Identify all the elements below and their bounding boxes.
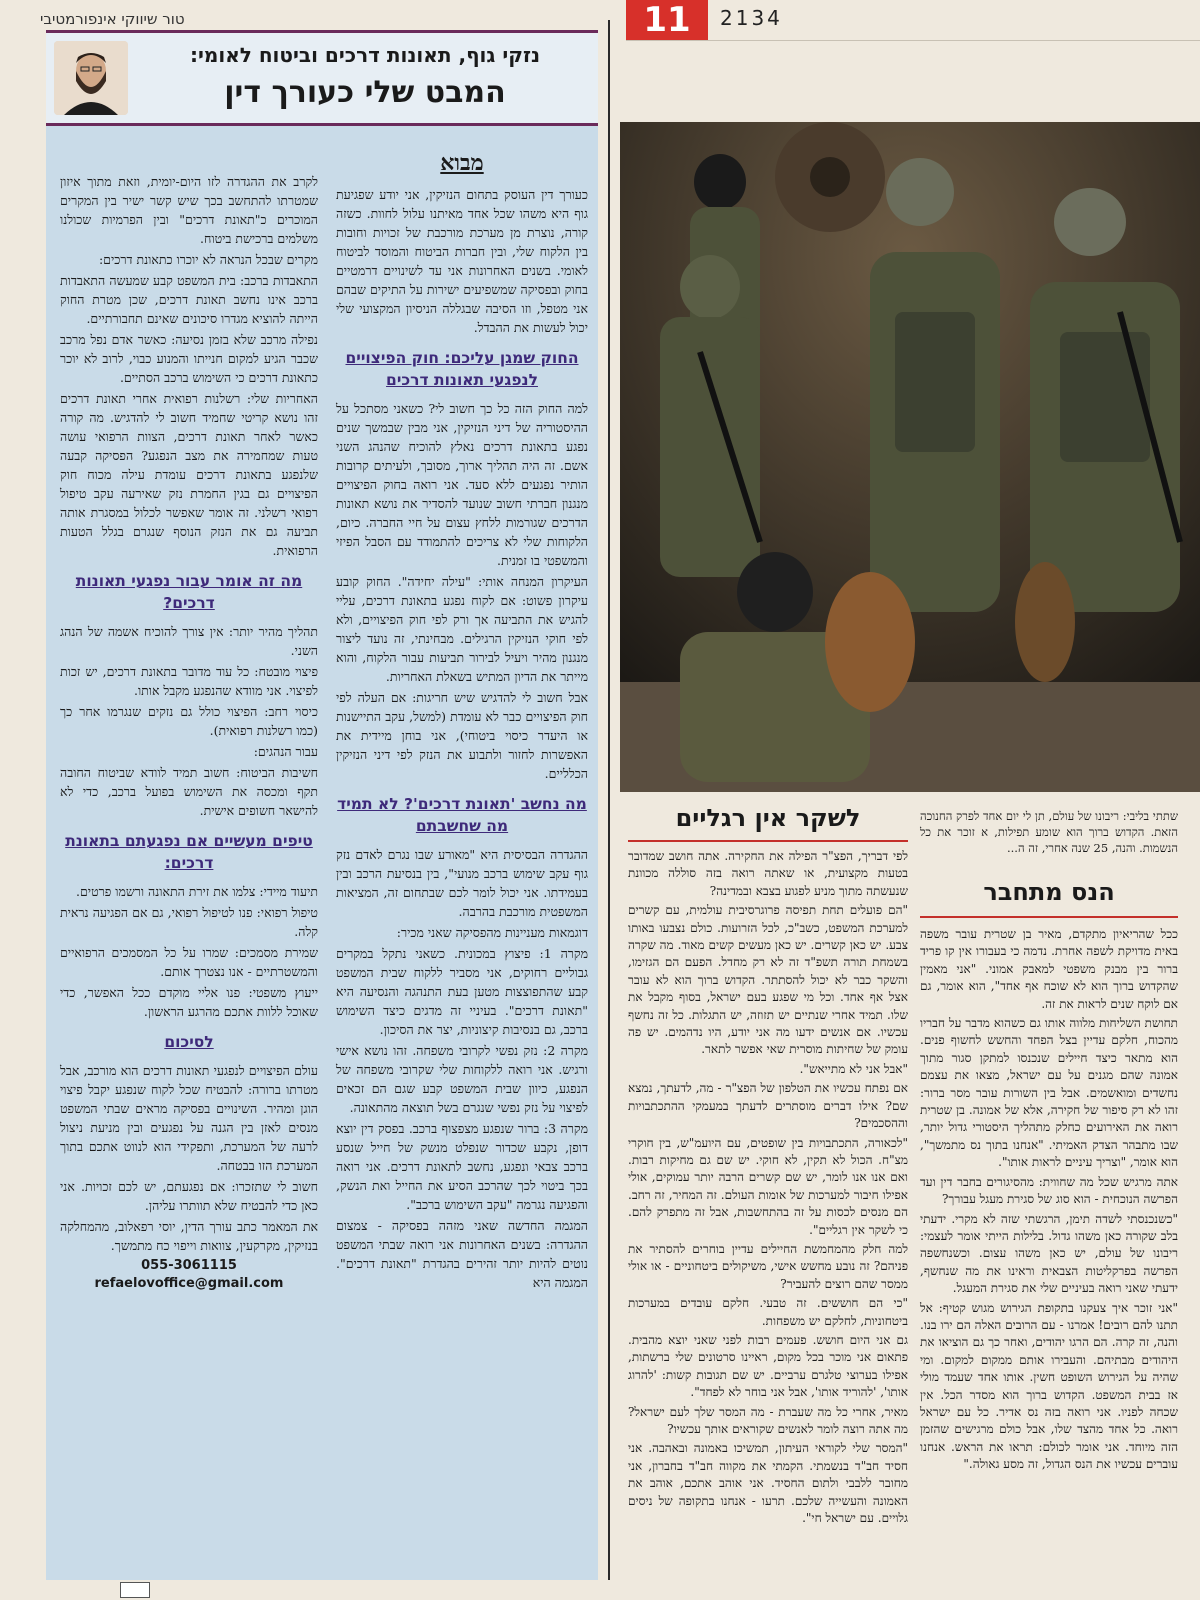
miracle-paragraph-1: ככל שהריאיון מתקדם, מאיר בן שטרית עובר משפה באית מדויקת לשפה אחרת. נדמה כי בעבורו אין קו פריד ברור בין מבנק משפטי למאבק אמוני. "אני מאמין שהקדוש ברוך הוא לא שוכח אף אחד", הוא אומר, גם אם לוקח שנים לראות את זה.	[920, 927, 1178, 1011]
lies-paragraph-3: "אבל אני לא מתייאש".	[799, 1061, 908, 1076]
intro-paragraph: כעורך דין העוסק בתחום הנזיקין, אני יודע שפגיעת גוף היא משהו שכל אחד מאיתנו עלול לחוות. כשזה קורה, נוצרת מן מערכת מורכבת של זכויות וחובות בין הלקוח שלי, ובין חברות הביטוח והמוסד לביטוח לאומי. בשנים האחרונות אני עד לשינויים דרמטיים בחוק ובפסיקה שמשפיעים ישירות על התיקים שבהם אני מטפל, וזו הסיבה שבגללה הניסיון המקצועי שלי יכול לעשות את ההבדל.	[336, 187, 588, 335]
lies-paragraph-9: מאיר, אחרי כל מה שעברת - מה המסר שלך לעם ישראל? מה אתה רוצה לומר לאנשים שקוראים אותך עכשיו?	[628, 1404, 908, 1436]
law-paragraph-2: העיקרון המנחה אותי: "עילה יחידה". החוק קובע עיקרון פשוט: אם לקוח נפגע בתאונת דרכים, עליי להגיש את התביעה אך ורק לפי חוק הפיצויים, ולא לפי חוקי הנזיקין הרגילים. מבחינתי, זה נועד ליצור מנגנון מהיר ויעיל לבירור תביעות עבור הלקוח, והוא מייתר את הדיון המתיש בשאלת האחריות.	[336, 574, 588, 684]
law-paragraph-3: אבל חשוב לי להדגיש שיש חריגות: אם העלה לפי חוק הפיצויים כבר לא עומדת (למשל, עקב התיישנות או היעדר כיסוי ביטוחי), אני בוחן מיידית את האפשרות לחזור ולתבוע את הנזק לפי דיני הנזיקין הכלליים.	[336, 690, 588, 781]
definition-paragraph-4: מקרה 2: נזק נפשי לקרובי משפחה. זהו נושא אישי ורגיש. אני רואה ללקוחות שלי שקרובי משפחה של הנפגע, כיוון שבית המשפט קבע שגם הם זכאים לפיצוי על נזק נפשי שנגרם בשל תוצאה מהתאונה.	[336, 1043, 589, 1115]
cases-title: מקרים שבכל הנראה לא יוכרו כתאונת דרכים:	[98, 252, 318, 267]
lies-column	[628, 848, 908, 1529]
definition-paragraph-2: דוגמאות מעניינות מהפסיקה שאני מכיר:	[396, 925, 588, 940]
column-divider	[608, 20, 610, 1580]
lies-paragraph-2: "הם פועלים תחת תפיסה פרוגרסיבית עולמית, עם קשרים למערכת המשפט, כשב"כ, לכל הזרועות. כולם נצבעו באותו צבע. יש כאן קשרים. יש כאן מעשים קשים מאוד. מה שקרה בשמחת תורה תשפ"ד זה לא רק מחדל. הפעם הם הגזימו, והשקר כבר לא יכול להסתתר. הקדוש ברוך הוא לא עובר אצל אף אחד. וכל מי שפגע בעם ישראל, בסוף מקבל את שלו. תמיד אחרי שנתיים יש תזוזה, יש התגלות. כל זה נחשף עכשיו. אם אנשים ידעו מה אני יודע, היו נדהמים. יש פה עומק של שחיתות מוסרית שאי אפשר לתאר.	[628, 903, 908, 1057]
definition-paragraph-3: מקרה 1: פיצוץ במכונית. כשאני נתקל במקרים גבוליים רחוקים, אני מסביר ללקוח שבית המשפט קבע שהתפוצצות מטען בעת התנהגה והנסיעה היא "תאונת דרכים". בעיניי זה מדגים כיצד השימוש ברכב, גם בנסיבות קיצוניות, יצר את הסיכון.	[336, 946, 588, 1037]
definition-paragraph-1: ההגדרה הבסיסית היא "מאורע שבו נגרם לאדם נזק גוף עקב שימוש ברכב מנועי", בין בנסיעת הרכב ובין בעמידתו. אני יכול לומר לכם שבתחום זה, המציאות המשפטית מורכבת בהרבה.	[336, 847, 588, 919]
author-portrait-icon	[54, 41, 128, 115]
page-number: 11	[626, 0, 708, 40]
definition-heading: מה נחשב 'תאונת דרכים'? לא תמיד מה שחשבתם	[337, 795, 587, 835]
definition-paragraph-6: המגמה החדשה שאני מזהה בפסיקה - צמצום ההגדרה: בשנים האחרונות אני רואה שבתי המשפט נוטים להיות יותר זהירים בהגדרת "תאונת דרכים". המגמה היא	[336, 1218, 588, 1290]
soldiers-photo	[620, 122, 1200, 792]
definition-paragraph-5: מקרה 3: ברור שנפגע מצפצוף ברכב. בפסק דין יוצא דופן, נקבע שכדור שנפלט מנשק של חייל שנסע ברכב צבאי ונפגע, נחשב לתאונת דרכים. אני רואה בכך ביטוי לכך שהרכב הסיע את החייל ואת הנשק, והפגיעה נגרמה "עקב השימוש ברכב".	[336, 1121, 588, 1212]
practical-item-1: תהליך מהיר יותר: אין צורך להוכיח אשמה של הנהג השני.	[60, 624, 318, 658]
advertorial-header	[46, 30, 598, 126]
miracle-heading-rule	[920, 916, 1178, 918]
top-snippet	[920, 808, 1178, 858]
law-paragraph-1: למה החוק הזה כל כך חשוב לי? כשאני מסתכל על ההיסטוריה של דיני הנזיקין, אני מבין שבמשך שנים נפגע בתאונת דרכים נאלץ להוכיח שהנהג השני אשם. זה היה תהליך ארוך, מסובך, ולעיתים קרובות הותיר נפגעים ללא סעד. אני רואה בחוק הפיצויים מנגנון חברתי חשוב שנועד להסדיר את נושא תאונות הדרכים שגורמות ללחץ עצום על חיי החברה. כיום, הלקוחות שלי לא צריכים להתמודד עם הסבל הפיזי והמשפטי בו זמנית.	[336, 401, 588, 568]
tip-1: תיעוד מיידי: צלמו את זירת התאונה ורשמו פרטים.	[76, 884, 318, 899]
tip-2: טיפול רפואי: פנו לטיפול רפואי, גם אם הפגיעה נראית קלה.	[60, 905, 318, 939]
practical-heading: מה זה אומר עבור נפגעי תאונות דרכים?	[75, 572, 303, 612]
column-label-strip	[40, 8, 600, 32]
lies-paragraph-1: לפי דבריך, הפצ"ר הפילה את החקירה. אתה חושב שמדובר בטעות מקצועית, או שאתה רואה בזה סוללה מכוונת שנעשתה מתוך מניע לפגוע בצבא ובמדינה?	[628, 849, 908, 898]
lies-heading: לשקר אין רגליים	[675, 804, 861, 832]
miracle-paragraph-4: "כשנכנסתי לשדה תימן, הרגשתי שזה לא מקרי. ידעתי בלב שקורה כאן משהו גדול. בלילות הייתי אומר לעצמי: ריבונו של עולם, יש כאן משהו עצום. וכשנחשפה הפרשה בפרקליטות הצבאית וראינו את מה שנחשף, ידעתי שאני רואה בעיניים שלי את סגירת המעגל.	[920, 1211, 1178, 1296]
page-footer-icon	[120, 1582, 150, 1598]
advertorial-title-line2: המבט שלי כעורך דין	[224, 75, 506, 110]
lies-paragraph-5: "לכאורה, התכתבויות בין שופטים, עם היועמ"ש, בין חוקרי מצ"ח. הכול לא תקין, לא חוקי. יש שם גם מחיקות רבות. ואם אנו אנו לומר, יש שם קשרים הרבה יותר עמוקים, אולי אפילו חיבור למערכות של אומות העולם. זה המחיר, זה רחב. הם מנסים לכסות על זה בהתחשבות, אבל זה מתפרק להם. כי לשקר אין רגליים".	[628, 1135, 908, 1237]
case-paragraph-3: האחריות שלי: רשלנות רפואית אחרי תאונת דרכים זהו נושא קריטי שחמיד חשוב לי להדגיש. מה קורה כאשר לאחר תאונת דרכים, הצוות הרפואי עושה טעות שמחמירה את מצב הנפגע? הפסיקה קבעה שלנפגע בתאונת דרכים עומדת עילה מכוח חוק הפיצויים גם בגין החמרת נזק שאירעה עקב טיפול רפואי רשלני. זה אומר שאפשר לכלול במסגרת אותה תביעה גם את הנזק הנוסף שנגרם בגלל הטעות הרפואית.	[60, 391, 318, 558]
summary-paragraph-2: חשוב לי שתזכרו: אם נפגעתם, יש לכם זכויות. אני כאן כדי להבטיח שלא תוותרו עליהן.	[60, 1179, 318, 1213]
lies-paragraph-10: "המסר שלי לקוראי העיתון, תמשיכו באמונה ובאהבה. אני חסיד חב"ד בנשמתי. הקמתי את מקווה חב"ד בחברון, אני מחובר ללבבי ולתום החסיד. אני אוהב אתכם, אוהב את האמונה והעשייה שלכם. תרעו - אנחנו בתקופה של ניסים גלויים. עם ישראל חי".	[628, 1441, 908, 1526]
tips-heading: טיפים מעשיים אם נפגעתם בתאונת דרכים:	[65, 832, 313, 872]
practical-item-4: עבור הנהגים:	[253, 744, 318, 759]
summary-heading: לסיכום	[164, 1033, 214, 1051]
advertorial-box	[46, 30, 598, 1580]
miracle-paragraph-5: "אני זוכר איך צעקנו בתקופת הגירוש מגוש קטיף: אל תתנו להם רובים! אמרנו - עם הרובים האלה הם ירו בנו. והנה, זה קרה. הם הרגו יהודים, ואחר כך גם הוציאו את היהודים מבתיהם. והעבירו אותם ממקום למקום. ומי שהיה על הגירוש השופט חשין. אותו אחד שעמד מולי אז בבית המשפט. הקדוש ברוך הוא מסדר הכל. אין שכחה לפניו. אני רואה בזה נס אדיר. כל עם ישראל רואה. כל אחד מהצד שלו, אבל כולם מרגישים שהזמן הזה מיוחד. אני אומר לכולם: תראו את הראש. אנחנו עוברים עכשיו את הנס הגדול, זה מסע גאולה."	[920, 1300, 1178, 1472]
practical-item-2: פיצוי מובטח: כל עוד מדובר בתאונת דרכים, יש זכות לפיצוי. אני מוודא שהנפגע מקבל אותו.	[60, 664, 318, 698]
summary-paragraph-1: עולם הפיצויים לנפגעי תאונות דרכים הוא מורכב, אבל מטרתו ברורה: להבטיח שכל לקוח שנפגע יקבל פיצוי הוגן ומהיר. השינויים בפסיקה מראים שבתי המשפט מנסים לאזן בין הגנה על נפגעים ובין מניעת ניצול לרעה של המערכת, ותפקידי הוא לנווט אתכם בתוך המערכת הזו בבטחה.	[60, 1063, 318, 1173]
tip-4: ייעוץ משפטי: פנו אליי מוקדם ככל האפשר, כדי שאוכל ללוות אתכם מהרגע הראשון.	[60, 985, 318, 1019]
advertorial-column-right	[336, 150, 588, 1294]
miracle-heading: הנס מתחבר	[983, 878, 1115, 906]
miracle-paragraph-3: אתה מרגיש שכל מה שחווית: מהסיגורים בחבר דין ועד הפרשה הנוכחית - הוא סוג של סגירת מעגל עבורך?	[920, 1174, 1178, 1207]
lies-paragraph-4: אם נפתח עכשיו את הטלפון של הפצ"ר - מה, לדעתך, נמצא שם? אילו דברים מוסתרים לדעתך במעמקי ההתכתבויות וההסכמים?	[628, 1081, 908, 1131]
top-snippet-text: שתתי בליבי: ריבונו של עולם, תן לי יום אחד לפרק החנוכה הזאת. הקדוש ברוך הוא שומע תפילות, א זוכר את כל הנשמות. והנה, 25 שנה אחרי, זה ה...	[920, 809, 1178, 855]
lies-heading-rule	[628, 840, 908, 842]
lies-paragraph-6: למה חלק מהמחמשת החיילים עדיין בוחרים להסתיר את פניהם? זה נובע מחשש אישי, משיקולים ביטחוניים - או אולי ממסר שהם רוצים להעביר?	[628, 1241, 908, 1291]
advertorial-title-line1: נזקי גוף, תאונות דרכים וביטוח לאומי:	[189, 43, 541, 67]
tip-3: שמירת מסמכים: שמרו על כל המסמכים הרפואיים והמשטרתיים - אנו נצטרך אותם.	[60, 945, 318, 979]
case-paragraph-1: התאבדות ברכב: בית המשפט קבע שמעשה התאבדות ברכב אינו נחשב תאונת דרכים, שכן מטרת החוק הייתה להוציא מגדרו סיכונים שאינם תחבורתיים.	[60, 273, 318, 326]
author-credit: את המאמר כתב עורך הדין, יוסי רפאלוב, מהמחלקה בנזיקין, מקרקעין, צוואות וייפוי כח מתמשך.	[60, 1219, 318, 1253]
top-rule	[626, 40, 1200, 41]
practical-item-5: חשיבות הביטוח: חשוב תמיד לוודא שביטוח החובה תקף ומכסה את השימוש בפועל ברכב, כדי לא להישאר חשופים אישית.	[60, 765, 318, 818]
lies-paragraph-7: "כי הם חוששים. זה טבעי. חלקם עובדים במערכות ביטחוניות, לחלקם יש משפחות.	[628, 1296, 908, 1328]
miracle-paragraph-2: תחושת השליחות מלווה אותו גם כשהוא מדבר על חבריו מהכוח, חלקם עדיין בצל הפחד והחשש לחשוף פנים. הוא מתאר כיצד חיילים שנכנסו למתקן סגור מתוך אמונה שהם מגנים על עם ישראל, מצאו את עצמם נחשדים ומואשמים. אבל בין השורות עובר מסר ברור: זהו לא רק סיפור של חקירה, אלא של אמונה. בן שטרית רואה את האירועים כחלק מתהליך היסטורי גדול יותר, שבו מתבהר הצדק האמיתי. "אנחנו בתוך נס מתמשך", הוא אומר, "וצריך עיניים לראות אותו".	[920, 1016, 1178, 1170]
case-paragraph-2: נפילה מרכב שלא בזמן נסיעה: כאשר אדם נפל מרכב שכבר הגיע למקום חנייתו והמנוע כבוי, לרוב לא יוכר כתאונת דרכים כי השימוש ברכב הסתיים.	[60, 332, 318, 385]
advertorial-column-left	[60, 172, 318, 1293]
lies-paragraph-8: גם אני היום חושש. פעמים רבות לפני שאני יוצא מהבית. פתאום אני מוכר בכל מקום, ראיינו סרטונים שלי ברשתות, אפילו בערוצי טלגרם ערביים. יש שם תגובות קשות: 'להרוג אותו', 'להוריד אותו', אבל אני בוחר לא לפחד".	[628, 1332, 908, 1400]
soldiers-photo-illustration	[620, 122, 1200, 792]
column-label: טור שיווקי אינפורמטיבי	[40, 10, 185, 28]
email-address: refaelovoffice@gmail.com	[94, 1276, 284, 1291]
law-heading: החוק שמגן עליכם: חוק הפיצויים לנפגעי תאונות דרכים	[345, 349, 579, 389]
miracle-column	[920, 926, 1178, 1476]
continuation-paragraph: לקרב את ההגדרה לזו היום-יומית, וזאת מתוך איזון שמטרתו להתחשב בכך שיש קשר ישיר בין המקרים המוכרים כ"תאונת דרכים" ובין הפרמיות שכולנו משלמים ברכישת ביטוח.	[60, 174, 318, 246]
issue-number: 2134	[720, 6, 783, 30]
author-photo	[54, 41, 128, 115]
intro-heading: מבוא	[440, 150, 484, 176]
practical-item-3: כיסוי רחב: הפיצוי כולל גם נזקים שנגרמו אחר כך (כמו רשלנות רפואית).	[60, 704, 318, 738]
phone-number: 055-3061115	[141, 1258, 237, 1273]
